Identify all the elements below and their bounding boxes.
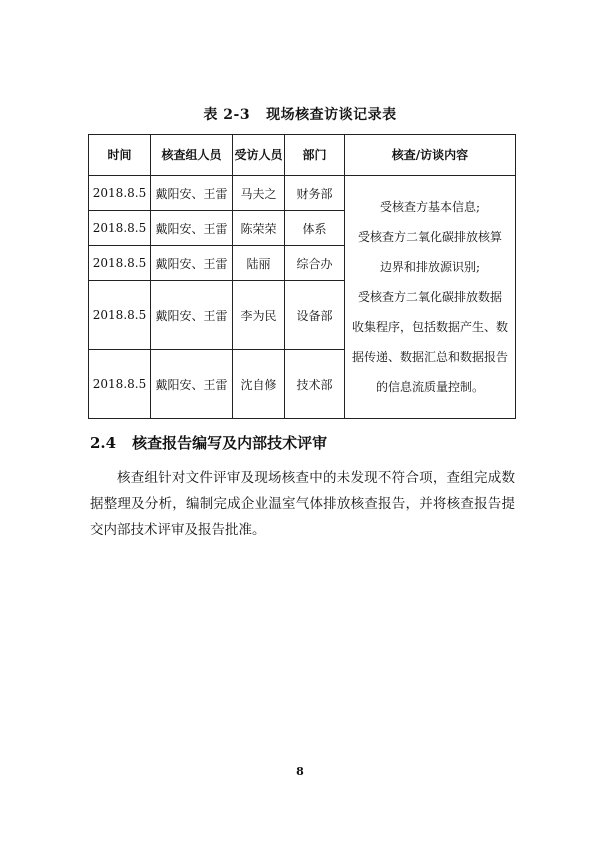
section-number: 2.4 [90,434,117,452]
table-caption-title: 现场核查访谈记录表 [266,107,397,123]
cell-time: 2018.8.5 [89,211,151,246]
content-line: 据传递、数据汇总和数据报告 [351,350,508,364]
cell-team: 戴阳安、王雷 [151,176,233,211]
header-interviewee: 受访人员 [233,135,285,176]
content-line: 的信息流质量控制。 [375,380,484,394]
cell-department: 综合办 [285,246,345,281]
cell-content [345,176,516,419]
body-paragraph: 核查组针对文件评审及现场核查中的未发现不符合项，查组完成数据整理及分析，编制完成企业温室气体排放核查报告，并将核查报告提交内部技术评审及报告批准。 [90,470,515,538]
page-number: 8 [296,765,304,778]
cell-team: 戴阳安、王雷 [151,246,233,281]
content-line: 边界和排放源识别; [379,260,481,274]
header-content: 核查/访谈内容 [345,135,516,176]
cell-department: 设备部 [285,281,345,350]
content-line: 受核查方基本信息; [379,200,481,214]
interview-record-table [88,134,516,419]
table-row [89,176,516,211]
cell-time: 2018.8.5 [89,176,151,211]
content-line: 受核查方二氧化碳排放数据 [357,290,502,304]
cell-team: 戴阳安、王雷 [151,211,233,246]
cell-time: 2018.8.5 [89,350,151,419]
section-title: 核查报告编写及内部技术评审 [132,434,328,452]
header-team: 核查组人员 [151,135,233,176]
content-line: 受核查方二氧化碳排放核算 [357,230,502,244]
cell-team: 戴阳安、王雷 [151,281,233,350]
content-line: 收集程序，包括数据产生、数 [351,320,508,334]
cell-department: 财务部 [285,176,345,211]
cell-time: 2018.8.5 [89,281,151,350]
cell-interviewee: 陆丽 [233,246,285,281]
section-heading [90,432,327,453]
cell-department: 体系 [285,211,345,246]
cell-department: 技术部 [285,350,345,419]
table-caption [0,104,600,124]
cell-interviewee: 马夫之 [233,176,285,211]
cell-interviewee: 陈荣荣 [233,211,285,246]
cell-time: 2018.8.5 [89,246,151,281]
cell-interviewee: 沈自修 [233,350,285,419]
header-department: 部门 [285,135,345,176]
header-time: 时间 [89,135,151,176]
cell-interviewee: 李为民 [233,281,285,350]
cell-team: 戴阳安、王雷 [151,350,233,419]
table-header-row [89,135,516,176]
table-caption-number: 表 2-3 [203,107,251,123]
